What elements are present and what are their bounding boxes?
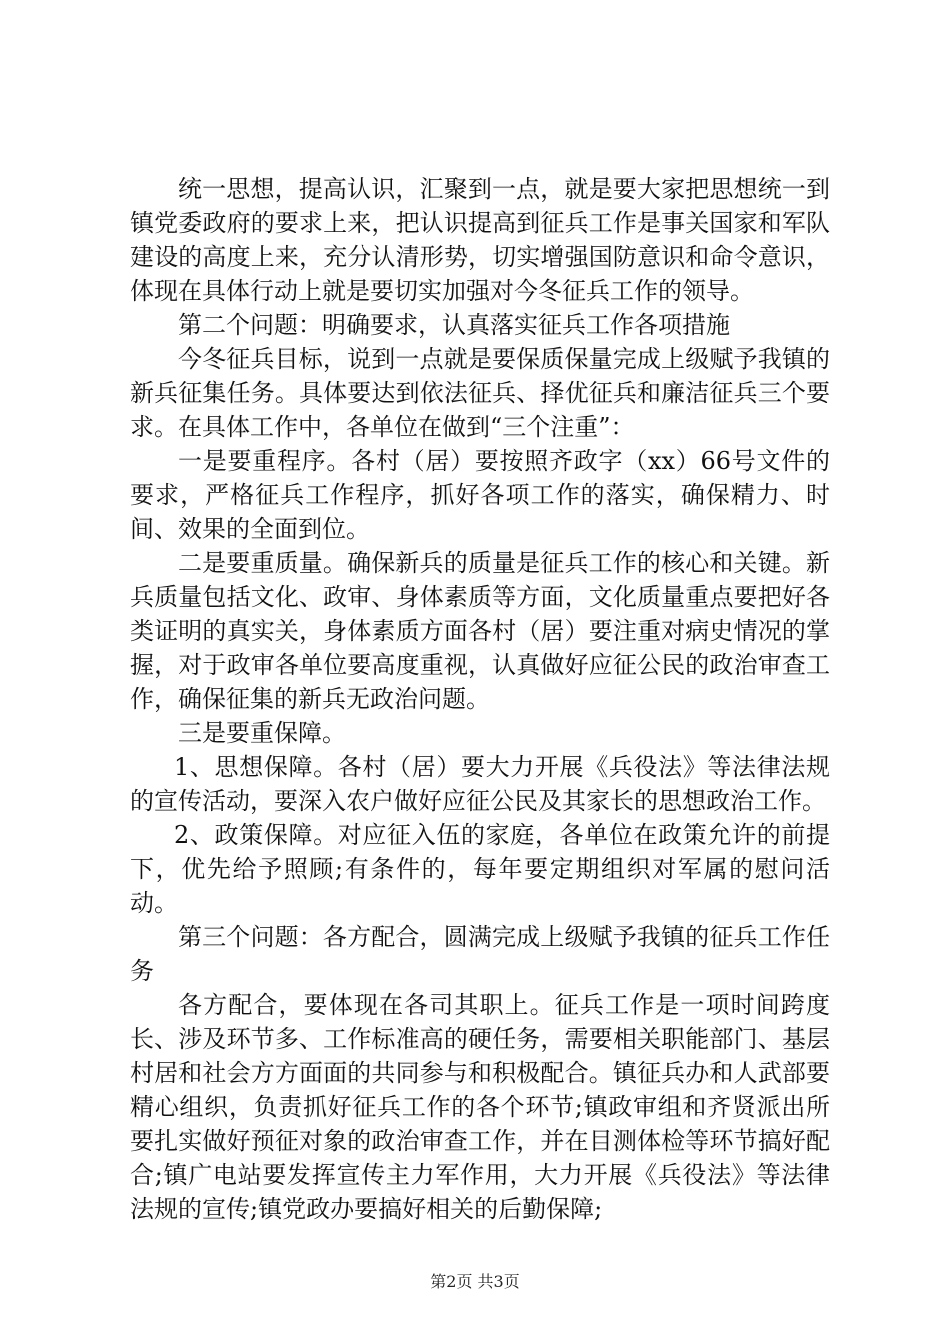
paragraph-guarantee: 三是要重保障。: [178, 719, 346, 747]
page-number-footer: 第2页 共3页: [430, 1272, 520, 1291]
heading-third-issue: 第三个问题：各方配合，圆满完成上级赋予我镇的征兵工作任务: [130, 923, 830, 985]
paragraph-procedure: 一是要重程序。各村（居）要按照齐政字（xx）66号文件的要求，严格征兵工作程序，抓好各项工作的落实，确保精力、时间、效果的全面到位。: [130, 447, 830, 543]
paragraph-cooperation: 各方配合，要体现在各司其职上。征兵工作是一项时间跨度长、涉及环节多、工作标准高的硬任务，需要相关职能部门、基层村居和社会方方面面的共同参与和积极配合。镇征兵办和人武部要精心组织，负责抓好征兵工作的各个环节;镇政审组和齐贤派出所要扎实做好预征对象的政治审查工作，并在目测体检等环节搞好配合;镇广电站要发挥宣传主力军作用，大力开展《兵役法》等法律法规的宣传;镇党政办要搞好相关的后勤保障;: [130, 991, 830, 1223]
paragraph-policy-guarantee: 2、政策保障。对应征入伍的家庭，各单位在政策允许的前提下，优先给予照顾;有条件的，每年要定期组织对军属的慰问活动。: [130, 821, 830, 917]
paragraph-quality: 二是要重质量。确保新兵的质量是征兵工作的核心和关键。新兵质量包括文化、政审、身体素质等方面，文化质量重点要把好各类证明的真实关，身体素质方面各村（居）要注重对病史情况的掌握，对于政审各单位要高度重视，认真做好应征公民的政治审查工作，确保征集的新兵无政治问题。: [130, 549, 830, 713]
paragraph-unify-thought: 统一思想，提高认识，汇聚到一点，就是要大家把思想统一到镇党委政府的要求上来，把认识提高到征兵工作是事关国家和军队建设的高度上来，充分认清形势，切实增强国防意识和命令意识，体现在具体行动上就是要切实加强对今冬征兵工作的领导。: [130, 175, 830, 305]
paragraph-winter-goal: 今冬征兵目标，说到一点就是要保质保量完成上级赋予我镇的新兵征集任务。具体要达到依法征兵、择优征兵和廉洁征兵三个要求。在具体工作中，各单位在做到“三个注重”：: [130, 345, 830, 441]
paragraph-thought-guarantee: 1、思想保障。各村（居）要大力开展《兵役法》等法律法规的宣传活动，要深入农户做好应征公民及其家长的思想政治工作。: [130, 753, 830, 815]
document-body: [130, 172, 830, 1226]
heading-second-issue: 第二个问题：明确要求，认真落实征兵工作各项措施: [178, 311, 730, 339]
